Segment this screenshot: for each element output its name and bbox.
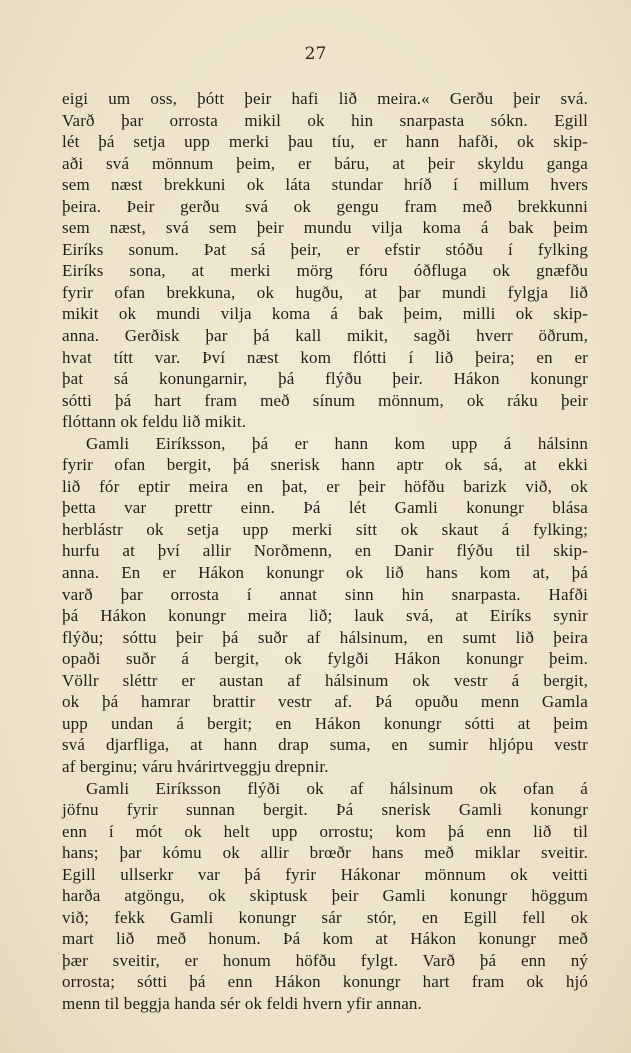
text-line: mart lið með honum. Þá kom at Hákon konungr með [62, 929, 588, 949]
paragraph [62, 778, 588, 1015]
text-line: þær sveitir, er honum höfðu fylgt. Varð þá enn ný [62, 950, 588, 970]
text-line: upp undan á bergit; en Hákon konungr sótti at þeim [62, 713, 588, 733]
text-line: lét þá setja upp merki þau tíu, er hann hafði, ok skip- [62, 132, 588, 152]
text-line: flýðu; sóttu þeir þá suðr af hálsinum, en sumt lið þeira [62, 627, 588, 647]
text-line: Varð þar orrosta mikil ok hin snarpasta sókn. Egill [62, 110, 588, 130]
text-line: harða atgöngu, ok skiptusk þeir Gamli konungr höggum [62, 886, 588, 906]
text-line: Eiríks sonum. Þat sá þeir, er efstir stóðu í fylking [62, 239, 588, 259]
text-line: Völlr sléttr er austan af hálsinum ok vestr á bergit, [62, 670, 588, 690]
text-line: svá djarfliga, at hann drap suma, en sumir hljópu vestr [62, 735, 588, 755]
text-line: Egill ullserkr var þá fyrir Hákonar mönnum ok veitti [62, 864, 588, 884]
text-line: fyrir ofan bergit, þá snerisk hann aptr ok sá, at ekki [62, 455, 588, 475]
text-line: hans; þar kómu ok allir brœðr hans með miklar sveitir. [62, 843, 588, 863]
text-line: opaði suðr á bergit, ok fylgði Hákon konungr þeim. [62, 649, 588, 669]
text-line: anna. Gerðisk þar þá kall mikit, sagði hverr öðrum, [62, 326, 588, 346]
text-line: varð þar orrosta í annat sinn hin snarpasta. Hafði [62, 584, 588, 604]
text-line: Eiríks sona, at merki mörg fóru óðfluga ok gnæfðu [62, 261, 588, 281]
text-line: aði svá mönnum þeim, er báru, at þeir skyldu ganga [62, 153, 588, 173]
text-line: orrosta; sótti þá enn Hákon konungr hart fram ok hjó [62, 972, 588, 992]
text-line: sótti þá hart fram með sínum mönnum, ok ráku þeir [62, 390, 588, 410]
text-line: þat sá konungarnir, þá flýðu þeir. Hákon konungr [62, 369, 588, 389]
text-line: ok þá hamrar brattir vestr af. Þá opuðu menn Gamla [62, 692, 588, 712]
text-line: Gamli Eiríksson flýði ok af hálsinum ok ofan á [86, 778, 588, 798]
text-line: af berginu; váru hvárirtveggju drepnir. [62, 756, 329, 776]
text-line: þeira. Þeir gerðu svá ok gengu fram með brekkunni [62, 196, 588, 216]
text-line: hvat títt var. Því næst kom flótti í lið þeira; en er [62, 347, 588, 367]
text-line: enn í mót ok helt upp orrostu; kom þá enn lið til [62, 821, 588, 841]
text-line: sem næst, svá sem þeir mundu vilja koma á bak þeim [62, 218, 588, 238]
paragraph [62, 88, 588, 433]
text-line: fyrir ofan brekkuna, ok hugðu, at þar mundi fylgja lið [62, 282, 588, 302]
page-number: 27 [304, 44, 327, 64]
text-line: lið fór eptir meira en þat, er þeir höfðu barizk við, ok [62, 476, 588, 496]
body-text [62, 88, 588, 1015]
text-line: menn til beggja handa sér ok feldi hvern yfir annan. [62, 993, 422, 1013]
text-line: þá Hákon konungr meira lið; lauk svá, at Eiríks synir [62, 606, 588, 626]
text-line: hurfu at því allir Norðmenn, en Danir flýðu til skip- [62, 541, 588, 561]
text-line: sem næst brekkuni ok láta stundar hríð í millum hvers [62, 175, 588, 195]
text-line: herblástr ok setja upp merki sitt ok skaut á fylking; [62, 519, 588, 539]
text-line: anna. En er Hákon konungr ok lið hans kom at, þá [62, 563, 588, 583]
text-line: mikit ok mundi vilja koma á bak þeim, milli ok skip- [62, 304, 588, 324]
text-line: Gamli Eiríksson, þá er hann kom upp á hálsinn [86, 433, 588, 453]
text-line: jöfnu fyrir sunnan bergit. Þá snerisk Gamli konungr [62, 800, 588, 820]
text-line: eigi um oss, þótt þeir hafi lið meira.« Gerðu þeir svá. [62, 89, 588, 108]
text-line: flóttann ok feldu lið mikit. [62, 412, 247, 432]
text-line: þetta var prettr einn. Þá lét Gamli konungr blása [62, 498, 588, 518]
paragraph [62, 433, 588, 778]
text-line: við; fekk Gamli konungr sár stór, en Egill fell ok [62, 907, 588, 927]
